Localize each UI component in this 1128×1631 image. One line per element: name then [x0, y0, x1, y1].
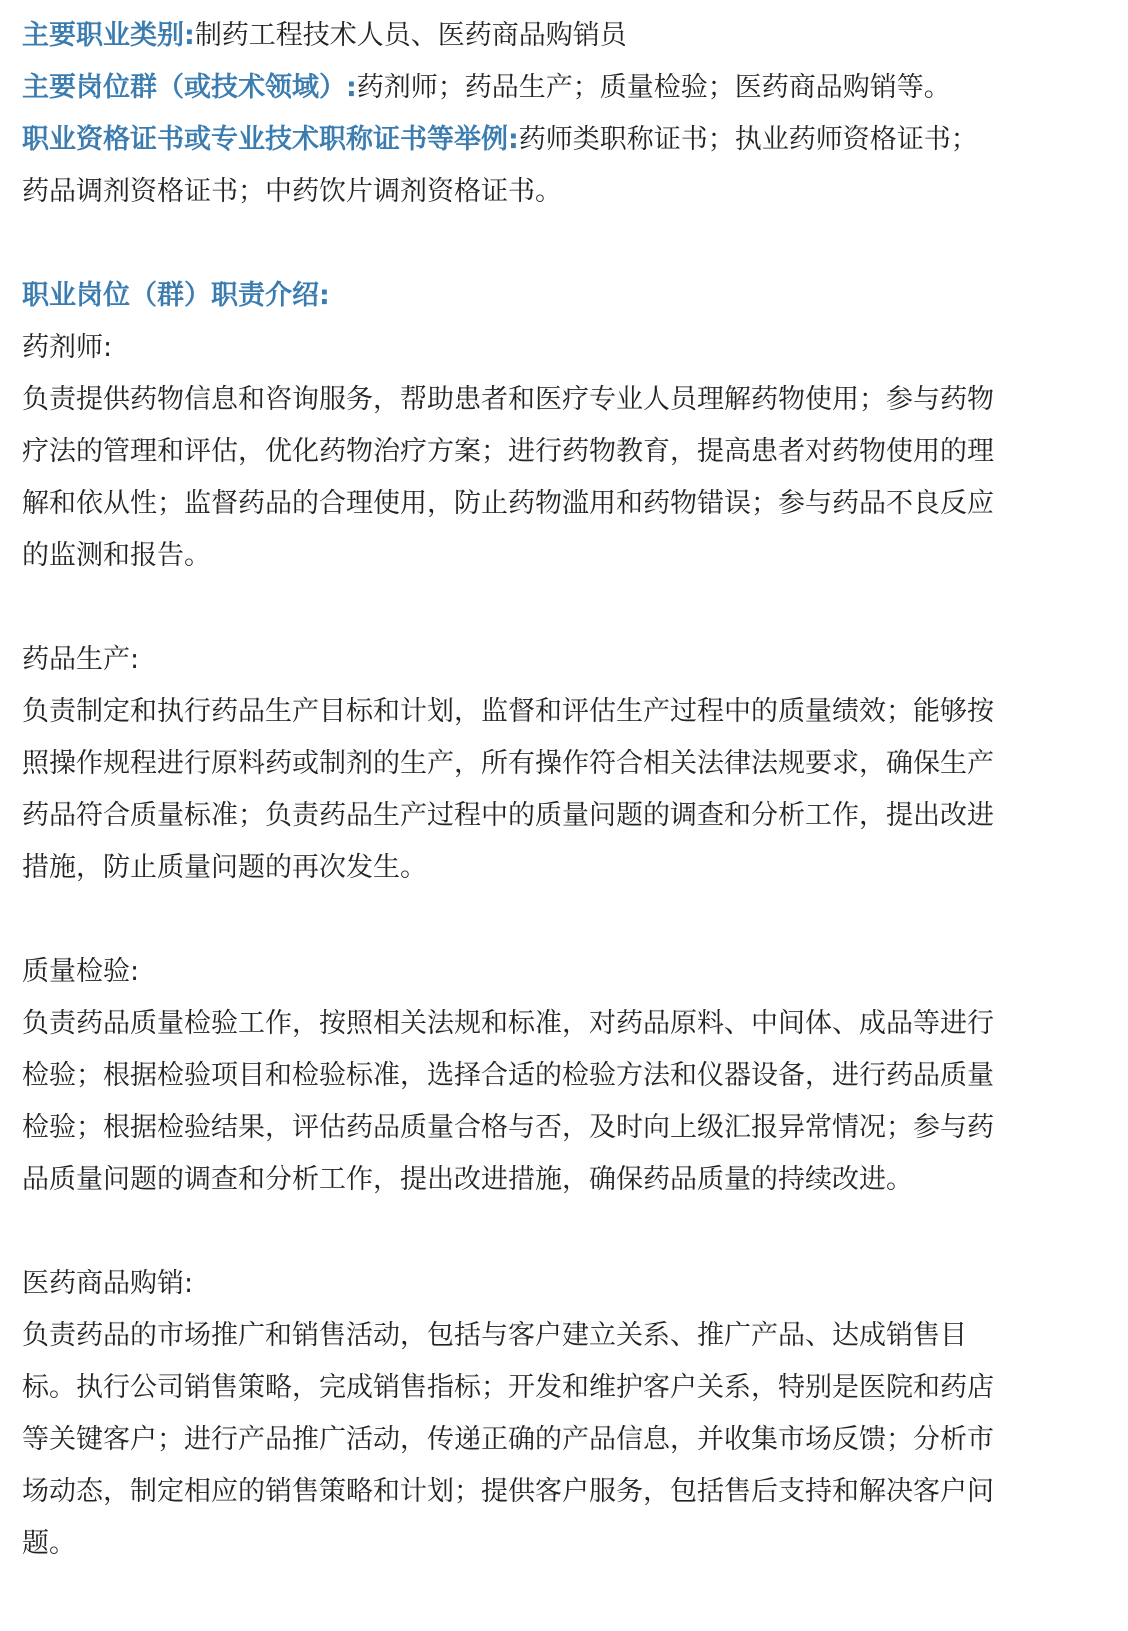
- paragraph-line: 检验；根据检验项目和检验标准，选择合适的检验方法和仪器设备，进行药品质量: [22, 1060, 994, 1091]
- occupation-value: 制药工程技术人员、医药商品购销员: [194, 20, 627, 51]
- duties-heading: 职业岗位（群）职责介绍:: [22, 280, 330, 311]
- paragraph-line: 照操作规程进行原料药或制剂的生产，所有操作符合相关法律法规要求，确保生产: [22, 748, 994, 779]
- paragraph-line: 负责提供药物信息和咨询服务，帮助患者和医疗专业人员理解药物使用；参与药物: [22, 384, 994, 415]
- cert-row-cont: [22, 166, 1110, 218]
- section-body-quality: [22, 998, 1110, 1206]
- position-value: 药剂师；药品生产；质量检验；医药商品购销等。: [356, 72, 951, 103]
- document-page: [22, 10, 1110, 1570]
- position-row: [22, 62, 1110, 114]
- spacer: [22, 218, 1110, 270]
- paragraph-line: 标。执行公司销售策略，完成销售指标；开发和维护客户关系，特别是医院和药店: [22, 1372, 994, 1403]
- occupation-row: [22, 10, 1110, 62]
- paragraph-line: 药品符合质量标准；负责药品生产过程中的质量问题的调查和分析工作，提出改进: [22, 800, 994, 831]
- cert-label: 职业资格证书或专业技术职称证书等举例:: [22, 124, 519, 155]
- paragraph-line: 检验；根据检验结果，评估药品质量合格与否，及时向上级汇报异常情况；参与药: [22, 1112, 994, 1143]
- paragraph-line: 疗法的管理和评估，优化药物治疗方案；进行药物教育，提高患者对药物使用的理: [22, 436, 994, 467]
- section-title-production: 药品生产:: [22, 644, 140, 675]
- cert-row: [22, 114, 1110, 166]
- section-body-pharmacist: [22, 374, 1110, 582]
- paragraph-line: 负责制定和执行药品生产目标和计划，监督和评估生产过程中的质量绩效；能够按: [22, 696, 994, 727]
- section-body-sales: [22, 1310, 1110, 1570]
- section-title-sales: 医药商品购销:: [22, 1268, 194, 1299]
- paragraph-line: 题。: [22, 1528, 76, 1559]
- paragraph-line: 负责药品质量检验工作，按照相关法规和标准，对药品原料、中间体、成品等进行: [22, 1008, 994, 1039]
- paragraph-line: 等关键客户；进行产品推广活动，传递正确的产品信息，并收集市场反馈；分析市: [22, 1424, 994, 1455]
- paragraph-line: 场动态，制定相应的销售策略和计划；提供客户服务，包括售后支持和解决客户问: [22, 1476, 994, 1507]
- section-title-quality: 质量检验:: [22, 956, 140, 987]
- paragraph-line: 的监测和报告。: [22, 540, 211, 571]
- section-title-pharmacist: 药剂师:: [22, 332, 113, 363]
- paragraph-line: 解和依从性；监督药品的合理使用，防止药物滥用和药物错误；参与药品不良反应: [22, 488, 994, 519]
- cert-value-line1: 药师类职称证书；执业药师资格证书；: [518, 124, 978, 155]
- spacer: [22, 1206, 1110, 1258]
- paragraph-line: 负责药品的市场推广和销售活动，包括与客户建立关系、推广产品、达成销售目: [22, 1320, 967, 1351]
- spacer: [22, 894, 1110, 946]
- paragraph-line: 品质量问题的调查和分析工作，提出改进措施，确保药品质量的持续改进。: [22, 1164, 913, 1195]
- cert-value-line2: 药品调剂资格证书；中药饮片调剂资格证书。: [22, 176, 562, 207]
- section-body-production: [22, 686, 1110, 894]
- spacer: [22, 582, 1110, 634]
- position-label: 主要岗位群（或技术领域）:: [22, 72, 357, 103]
- paragraph-line: 措施，防止质量问题的再次发生。: [22, 852, 427, 883]
- occupation-label: 主要职业类别:: [22, 20, 195, 51]
